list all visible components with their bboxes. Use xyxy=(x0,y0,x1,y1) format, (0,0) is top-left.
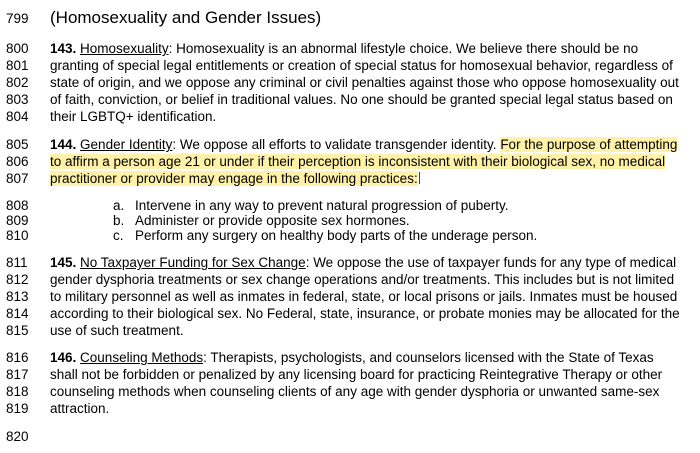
paragraph-143-line: state of origin, and we oppose any criminal or civil penalties against those who oppose homosexuality out xyxy=(50,75,679,90)
paragraph-145-line: according to their biological sex. No Federal, state, insurance, or probate monies may be allocated for the xyxy=(50,306,680,321)
highlighted-text: to affirm a person age 21 or under if their perception is inconsistent with their biological sex, no medical xyxy=(50,154,666,169)
line-number: 814 xyxy=(6,306,29,321)
list-item-text: Administer or provide opposite sex hormones. xyxy=(135,213,410,228)
paragraph-143-line: granting of special legal entitlements or creation of special status for homosexual behavior, regardless of xyxy=(50,58,673,73)
paragraph-143-line xyxy=(50,40,692,57)
line-number: 818 xyxy=(6,384,29,399)
line-number: 801 xyxy=(6,58,29,73)
paragraph-144-line xyxy=(50,136,692,153)
paragraph-text: : We oppose all efforts to validate transgender identity. xyxy=(172,137,501,152)
line-number: 800 xyxy=(6,41,29,56)
paragraph-number: 146. xyxy=(50,350,77,365)
paragraph-145-line xyxy=(50,254,692,271)
paragraph-144-line xyxy=(50,153,692,170)
list-item-text: Perform any surgery on healthy body parts of the underage person. xyxy=(135,228,538,243)
list-marker: c. xyxy=(113,228,124,243)
text-cursor xyxy=(419,172,420,184)
paragraph-number: 145. xyxy=(50,255,77,270)
paragraph-title: Gender Identity xyxy=(80,137,173,152)
line-number: 811 xyxy=(6,255,28,270)
paragraph-145-line: use of such treatment. xyxy=(50,323,184,338)
highlighted-text: practitioner or provider may engage in the following practices: xyxy=(50,171,418,186)
list-item xyxy=(113,227,537,244)
paragraph-number: 144. xyxy=(50,137,77,152)
paragraph-text: : Homosexuality is an abnormal lifestyle choice. We believe there should be no xyxy=(168,41,639,56)
line-number: 816 xyxy=(6,350,29,365)
paragraph-text: : Therapists, psychologists, and counselors licensed with the State of Texas xyxy=(203,350,654,365)
list-marker: b. xyxy=(113,213,125,228)
paragraph-146-line xyxy=(50,349,692,366)
paragraph-title: No Taxpayer Funding for Sex Change xyxy=(80,255,306,270)
line-number: 804 xyxy=(6,109,29,124)
paragraph-text: : We oppose the use of taxpayer funds for any type of medical xyxy=(305,255,677,270)
line-number: 802 xyxy=(6,75,29,90)
line-number: 809 xyxy=(6,213,29,228)
line-number: 810 xyxy=(6,228,29,243)
line-number: 806 xyxy=(6,154,29,169)
section-heading: (Homosexuality and Gender Issues) xyxy=(50,8,322,27)
line-number: 812 xyxy=(6,272,29,287)
paragraph-title: Counseling Methods xyxy=(80,350,204,365)
line-number: 807 xyxy=(6,171,29,186)
list-marker: a. xyxy=(113,198,125,213)
paragraph-title: Homosexuality xyxy=(80,41,169,56)
line-number: 817 xyxy=(6,367,29,382)
line-number: 820 xyxy=(6,429,29,444)
paragraph-145-line: gender dysphoria treatments or sex change operations and/or treatments. This includes but is not limited xyxy=(50,272,675,287)
paragraph-145-line: to military personnel as well as inmates in federal, state, or local prisons or jails. Inmates must be housed xyxy=(50,289,678,304)
paragraph-143-line: of faith, conviction, or belief in traditional values. No one should be granted special legal status based on xyxy=(50,92,673,107)
paragraph-146-line: attraction. xyxy=(50,401,110,416)
line-number: 803 xyxy=(6,92,29,107)
line-number: 805 xyxy=(6,137,29,152)
line-number: 813 xyxy=(6,289,29,304)
highlighted-text: For the purpose of attempting xyxy=(500,137,678,152)
line-number: 799 xyxy=(6,11,29,26)
paragraph-144-line xyxy=(50,170,692,187)
line-number: 819 xyxy=(6,401,29,416)
paragraph-number: 143. xyxy=(50,41,77,56)
line-number: 808 xyxy=(6,198,29,213)
list-item-text: Intervene in any way to prevent natural progression of puberty. xyxy=(135,198,509,213)
paragraph-146-line: counseling methods when counseling clients of any age with gender dysphoria or unwanted same-sex xyxy=(50,384,660,399)
paragraph-146-line: shall not be forbidden or penalized by any licensing board for practicing Reintegrative Therapy or other xyxy=(50,367,663,382)
line-number: 815 xyxy=(6,323,29,338)
paragraph-143-line: their LGBTQ+ identification. xyxy=(50,109,217,124)
